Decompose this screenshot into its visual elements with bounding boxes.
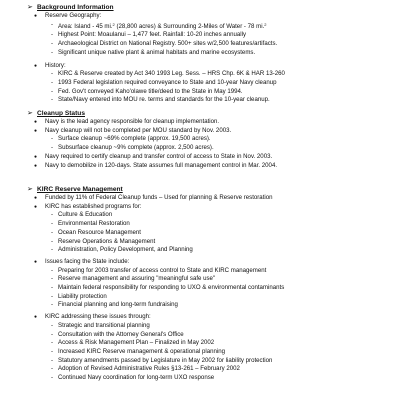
sub-item: - Access & Risk Management Plan – Finalized in May 2002 bbox=[51, 339, 215, 347]
sub-item: - Significant unique native plant & animal habitats and marine ecosystems. bbox=[51, 48, 256, 56]
arrow-bullet-icon: ➢ bbox=[27, 186, 33, 193]
list-item: ● Navy to demobilize in 120-days. State assumes full management control in Mar. 2004. bbox=[34, 161, 278, 169]
sub-item: - Reserve Operations & Management bbox=[51, 237, 156, 245]
sub-item: - Ocean Resource Management bbox=[51, 228, 141, 236]
list-item: ● Issues facing the State include: bbox=[34, 257, 130, 265]
list-item: ● KIRC addressing these issues through: bbox=[34, 313, 151, 321]
section-title: Cleanup Status bbox=[37, 110, 85, 117]
list-item: ● History: bbox=[34, 61, 66, 69]
sub-item: - Continued Navy coordination for long-term UXO response bbox=[51, 374, 215, 382]
section-title: KIRC Reserve Management bbox=[37, 186, 123, 193]
sub-item: - Culture & Education bbox=[51, 211, 113, 219]
sub-item: - Adoption of Revised Administrative Rules §13-261 – February 2002 bbox=[51, 365, 240, 373]
section-title: Background Information bbox=[37, 4, 114, 11]
sub-item: - Administration, Policy Development, and Planning bbox=[51, 246, 193, 254]
sub-item: - Reserve management and assuring "meaningful safe use" bbox=[51, 275, 216, 283]
bullet-icon: ● bbox=[34, 62, 38, 69]
list-item: ● Funded by 11% of Federal Cleanup funds – Used for planning & Reserve restoration bbox=[34, 194, 273, 201]
section-cleanup bbox=[27, 109, 392, 170]
bullet-icon: ● bbox=[34, 127, 38, 134]
sub-item: - Surface cleanup ~69% complete (approx. 19,500 acres). bbox=[51, 135, 211, 143]
sub-item: - Subsurface cleanup ~9% complete (approx. 2,500 acres). bbox=[51, 144, 214, 152]
list-item: ● Reserve Geography: bbox=[34, 12, 102, 19]
sub-item: - Liability protection bbox=[51, 292, 107, 300]
bullet-icon: ● bbox=[34, 153, 38, 160]
bullet-icon: ● bbox=[34, 119, 38, 125]
sub-item: - Strategic and transitional planning bbox=[51, 321, 150, 329]
sub-item: - Consultation with the Attorney General's Office bbox=[51, 330, 184, 338]
sub-item: - Statutory amendments passed by Legislature in May 2002 for liability protection bbox=[51, 356, 273, 364]
bullet-icon: ● bbox=[34, 13, 38, 19]
arrow-bullet-icon: ➢ bbox=[27, 110, 33, 117]
bullet-icon: ● bbox=[34, 162, 38, 169]
sub-item: - Archaeological District on National Registry. 500+ sites w/2,500 features/artifacts. bbox=[51, 40, 278, 48]
sub-item: - 1993 Federal legislation required conveyance to State and 10-year Navy cleanup bbox=[51, 78, 277, 86]
section-background bbox=[27, 3, 392, 105]
arrow-bullet-icon: ➢ bbox=[27, 4, 33, 11]
sub-item: - Highest Point: Moaulanui – 1,477 feet. Rainfall: 10-20 inches annually bbox=[51, 31, 247, 39]
list-item: ● Navy is the lead agency responsible for cleanup implementation. bbox=[34, 118, 220, 125]
sub-item: - Area: Island - 45 mi.$^2$ (28,800 acres) & Surrounding 2-Miles of Water - 78 mi.$^2$ bbox=[51, 20, 267, 30]
list-item: ● KIRC has established programs for: bbox=[34, 202, 142, 210]
sub-item: - Increased KIRC Reserve management & operational planning bbox=[51, 347, 225, 355]
bullet-icon: ● bbox=[34, 195, 38, 201]
section-kirc bbox=[27, 185, 392, 383]
bullet-icon: ● bbox=[34, 203, 38, 210]
sub-item: - State/Navy entered into MOU re. terms and standards for the 10-year cleanup. bbox=[51, 96, 270, 104]
sub-item: - KIRC & Reserve created by Act 340 1993 Leg. Sess. – HRS Chp. 6K & HAR 13-260 bbox=[51, 70, 285, 78]
sub-item: - Fed. Gov't conveyed Kaho'olawe title/deed to the State in May 1994. bbox=[51, 87, 243, 95]
list-item: ● Navy required to certify cleanup and transfer control of access to State in Nov. 2003. bbox=[34, 152, 273, 160]
sub-item: - Financial planning and long-term fundraising bbox=[51, 301, 178, 309]
sub-item: - Maintain federal responsibility for responding to UXO & environmental contaminants bbox=[51, 284, 285, 292]
bullet-icon: ● bbox=[34, 314, 38, 321]
sub-item: - Preparing for 2003 transfer of access control to State and KIRC management bbox=[51, 266, 267, 274]
bullet-icon: ● bbox=[34, 258, 38, 265]
list-item: ● Navy cleanup will not be completed per MOU standard by Nov. 2003. bbox=[34, 126, 232, 134]
sub-item: - Environmental Restoration bbox=[51, 220, 130, 228]
